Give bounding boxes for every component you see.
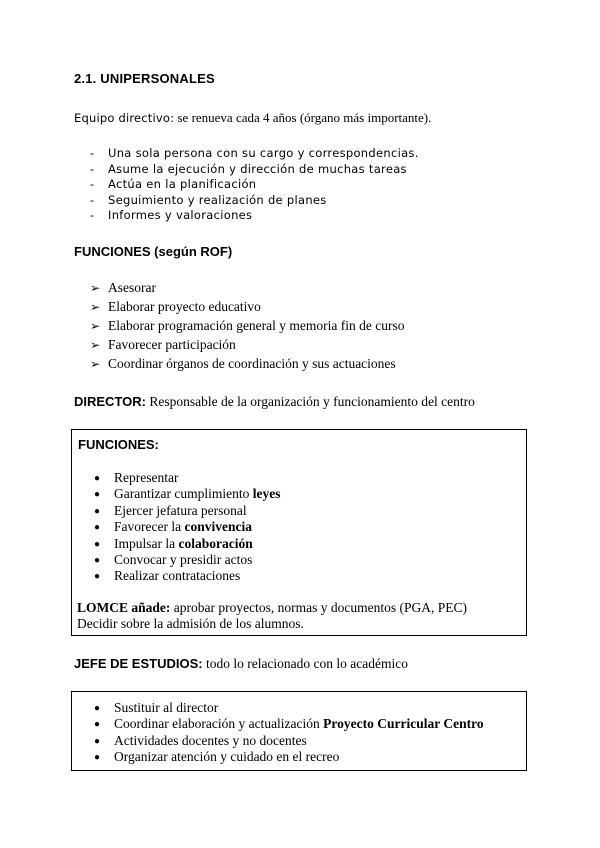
lomce-line-1 [77, 600, 467, 616]
list-item-text: Seguimiento y realización de planes [108, 192, 327, 207]
intro-text: se renueva cada 4 años (órgano más importante). [174, 110, 432, 125]
list-item [94, 749, 484, 765]
list-item-text: Impulsar la [114, 535, 179, 551]
list-item [90, 146, 419, 162]
director-box-heading: FUNCIONES: [78, 437, 159, 452]
dot-bullet-icon: ● [94, 752, 101, 764]
dot-bullet-icon: ● [94, 473, 101, 484]
dot-bullet-icon: ● [94, 538, 101, 550]
list-item [90, 177, 419, 193]
list-item-text: Convocar y presidir actos [114, 551, 253, 567]
list-item-text: Favorecer la [114, 519, 185, 535]
lomce-note [77, 600, 467, 632]
list-item [90, 299, 405, 318]
list-item-bold: convivencia [184, 519, 252, 535]
list-item-text: Ejercer jefatura personal [114, 502, 247, 518]
jefe-paragraph [74, 656, 408, 672]
jefe-text: todo lo relacionado con lo académico [202, 656, 408, 671]
arrow-bullet-icon: ➢ [90, 357, 101, 371]
arrow-bullet-icon: ➢ [90, 300, 101, 314]
dot-bullet-icon: ● [94, 735, 101, 747]
list-item [94, 503, 280, 519]
intro-paragraph [74, 110, 431, 126]
lomce-label: LOMCE añade: [77, 600, 171, 615]
list-item [90, 280, 405, 299]
list-item-text: Organizar atención y cuidado en el recreo [114, 749, 340, 765]
section-heading: 2.1. UNIPERSONALES [74, 71, 215, 86]
list-item [94, 552, 280, 568]
list-item-text: Sustituir al director [114, 700, 219, 715]
list-item [94, 733, 484, 749]
dot-bullet-icon: ● [94, 489, 101, 501]
list-item [90, 208, 419, 224]
list-item-text: Elaborar proyecto educativo [108, 299, 261, 314]
list-item [94, 519, 280, 535]
jefe-functions-list [94, 700, 484, 766]
list-item-text: Representar [114, 470, 179, 485]
jefe-label: JEFE DE ESTUDIOS: [74, 656, 203, 671]
characteristics-list [90, 146, 419, 224]
dash-bullet: - [90, 177, 95, 191]
list-item [90, 318, 405, 337]
list-item [94, 716, 484, 732]
arrow-bullet-icon: ➢ [90, 338, 101, 352]
dot-bullet-icon: ● [94, 554, 101, 566]
list-item [90, 162, 419, 178]
list-item [94, 700, 484, 716]
list-item [94, 470, 280, 486]
list-item-text: Informes y valoraciones [108, 208, 253, 222]
director-functions-list [94, 470, 280, 585]
list-item-text: Realizar contrataciones [114, 568, 241, 584]
list-item [94, 486, 280, 502]
list-item-text: Asume la ejecución y dirección de muchas tareas [108, 161, 407, 176]
list-item-text: Coordinar elaboración y actualización [114, 716, 324, 732]
director-label: DIRECTOR: [74, 394, 146, 409]
arrow-bullet-icon: ➢ [90, 281, 101, 295]
dot-bullet-icon: ● [94, 703, 101, 714]
list-item-text: Elaborar programación general y memoria fin de curso [108, 318, 405, 333]
dash-bullet: - [90, 161, 95, 176]
list-item [94, 568, 280, 584]
list-item-bold: leyes [252, 486, 281, 502]
lomce-text: aprobar proyectos, normas y documentos (PGA, PEC) [170, 600, 467, 615]
dot-bullet-icon: ● [94, 571, 101, 583]
dot-bullet-icon: ● [94, 505, 101, 517]
list-item-text: Una sola persona con su cargo y correspondencias. [108, 146, 419, 160]
dot-bullet-icon: ● [94, 719, 101, 731]
list-item-text: Coordinar órganos de coordinación y sus actuaciones [108, 356, 396, 371]
director-paragraph [74, 394, 475, 410]
dash-bullet: - [90, 192, 95, 207]
list-item-bold: colaboración [178, 535, 253, 551]
director-functions-box [71, 429, 527, 636]
list-item [90, 356, 405, 375]
list-item [90, 337, 405, 356]
jefe-functions-box [71, 691, 527, 771]
list-item-text: Asesorar [108, 280, 156, 295]
list-item-text: Actividades docentes y no docentes [114, 732, 307, 748]
list-item-text: Favorecer participación [108, 337, 236, 352]
dash-bullet: - [90, 208, 95, 222]
list-item [94, 536, 280, 552]
funciones-heading: FUNCIONES (según ROF) [74, 244, 233, 259]
list-item [90, 193, 419, 209]
list-item-text: Actúa en la planificación [108, 177, 257, 191]
list-item-bold: Proyecto Curricular Centro [323, 716, 484, 732]
dash-bullet: - [90, 146, 95, 160]
arrow-bullet-icon: ➢ [90, 319, 101, 333]
list-item-text: Garantizar cumplimiento [114, 486, 253, 502]
funciones-list [90, 280, 405, 375]
lomce-line-2: Decidir sobre la admisión de los alumnos. [77, 616, 304, 631]
director-text: Responsable de la organización y funcionamiento del centro [145, 394, 475, 409]
dot-bullet-icon: ● [94, 522, 101, 534]
intro-label: Equipo directivo: [74, 111, 175, 125]
